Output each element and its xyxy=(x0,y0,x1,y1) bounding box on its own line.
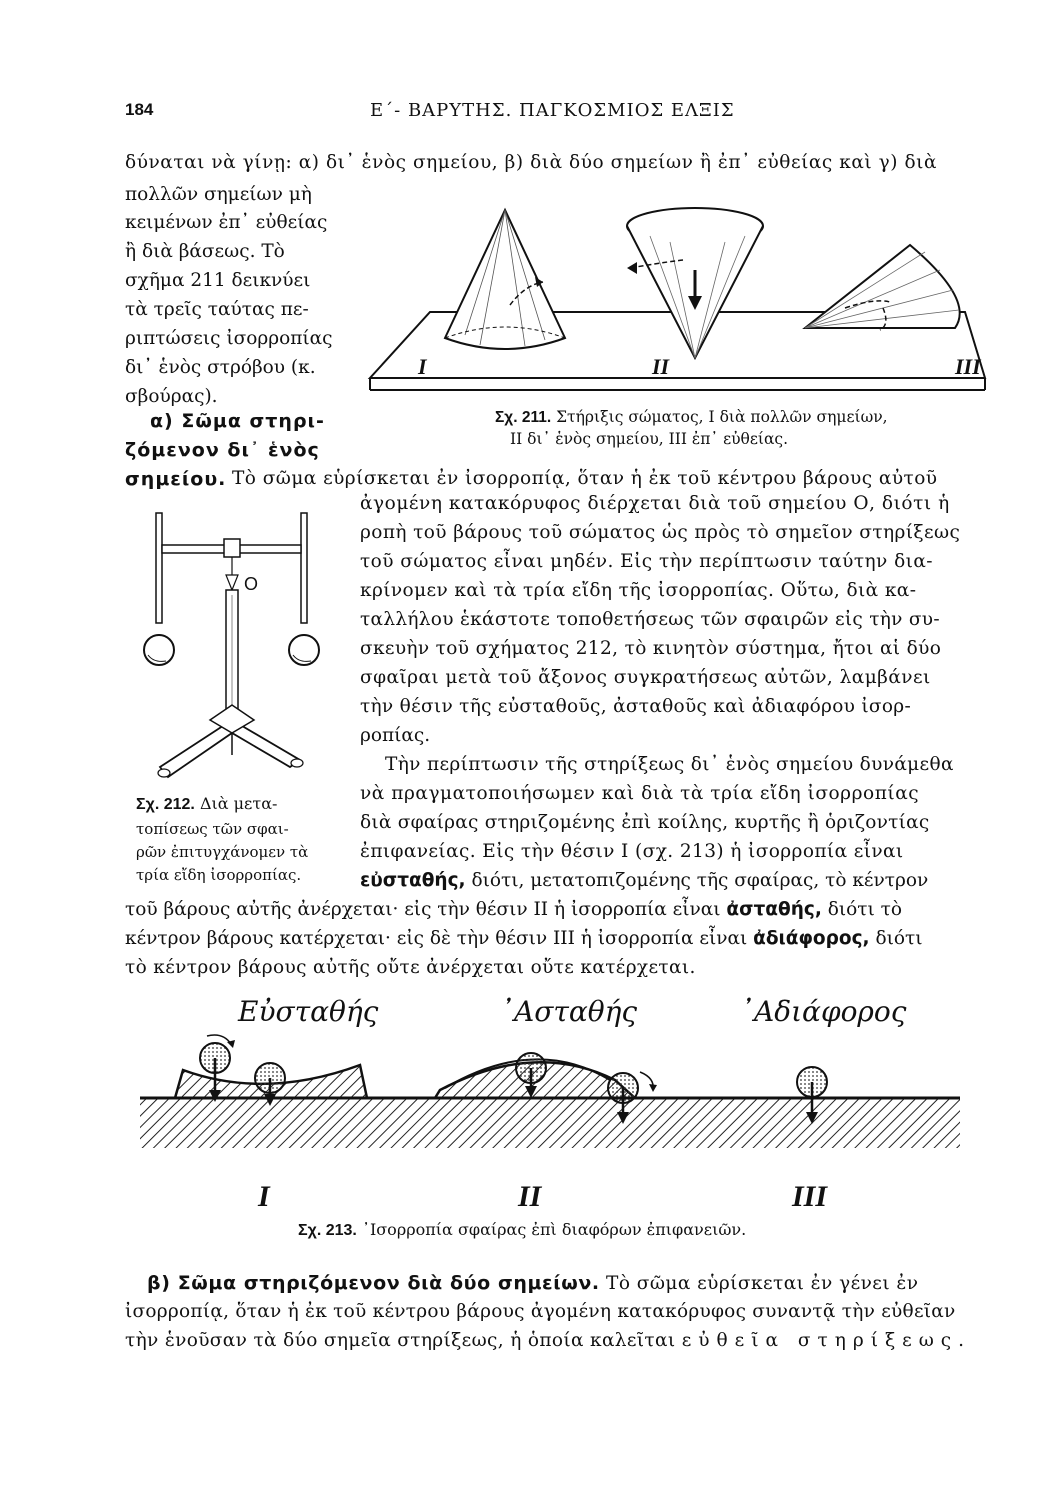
p2-line-7-start: κέντρον βάρους κατέρχεται· εἰς δὲ τὴν θέσιν ΙΙΙ ἡ ἰσορροπία εἶναι xyxy=(125,928,754,949)
fig212-caption-text: Διὰ μετα- xyxy=(199,794,278,813)
section-b-line-1 xyxy=(147,1270,918,1297)
fig212-caption-4: τρία εἴδη ἰσορροπίας. xyxy=(136,866,302,884)
p2-line-7 xyxy=(125,926,923,952)
fig211-roman-3: III xyxy=(955,354,981,379)
intro-line-9: σβούρας). xyxy=(125,386,218,407)
section-b-line-3 xyxy=(125,1328,971,1354)
section-b-heading: β) Σῶμα στηριζόμενον διὰ δύο σημείων. xyxy=(147,1272,600,1294)
p2-line-6-start: τοῦ βάρους αὐτῆς ἀνέρχεται· εἰς τὴν θέσιν ΙΙ ἡ ἰσορροπία εἶναι xyxy=(125,899,727,920)
figure-213-surfaces xyxy=(135,1030,965,1170)
concave-surface xyxy=(175,1035,367,1106)
section-a-line-3: ροπὴ τοῦ βάρους τοῦ σώματος ὡς πρὸς τὸ σημεῖον στηρίξεως xyxy=(360,522,961,543)
intro-line-5: σχῆμα 211 δεικνύει xyxy=(125,270,311,291)
running-title: Ε΄- ΒΑΡΥΤΗΣ. ΠΑΓΚΟΣΜΙΟΣ ΕΛΞΙΣ xyxy=(370,100,735,121)
p2-line-8: τὸ κέντρον βάρους αὐτῆς οὔτε ἀνέρχεται οὔτε κατέρχεται. xyxy=(125,957,696,978)
section-a-line-5: κρίνομεν καὶ τὰ τρία εἴδη τῆς ἰσορροπίας. Οὕτω, διὰ κα- xyxy=(360,580,917,601)
p2-line-7-end: διότι xyxy=(869,928,923,949)
fig211-roman-1: I xyxy=(418,354,427,379)
section-a-heading-3: σημείου. xyxy=(125,468,227,490)
fig211-caption-2: ΙΙ δι᾽ ἑνὸς σημείου, ΙΙΙ ἐπ᾽ εὐθείας. xyxy=(510,430,789,448)
intro-line-3: κειμένων ἐπ᾽ εὐθείας xyxy=(125,212,328,233)
fig212-label: Σχ. 212. xyxy=(136,796,195,813)
section-b-line-3-text: τὴν ἑνοῦσαν τὰ δύο σημεῖα στηρίξεως, ἡ ὁποία καλεῖται xyxy=(125,1330,676,1351)
p2-line-3: διὰ σφαίρας στηριζομένης ἐπὶ κοίλης, κυρτῆς ἢ ὁριζοντίας xyxy=(360,812,930,833)
fig212-caption-3: ρῶν ἐπιτυγχάνομεν τὰ xyxy=(136,843,309,861)
section-a-line-7: σκευὴν τοῦ σχήματος 212, τὸ κινητὸν σύστημα, ἤτοι αἱ δύο xyxy=(360,638,942,659)
figure-212-apparatus xyxy=(140,505,325,790)
fig212-point-o: O xyxy=(244,574,259,594)
section-a-heading-2: ζόμενον δι᾽ ἑνὸς xyxy=(125,439,320,461)
p2-line-6-end: διότι τὸ xyxy=(821,899,903,920)
fig213-label: Σχ. 213. xyxy=(298,1222,357,1239)
section-a-heading-1: α) Σῶμα στηρι- xyxy=(150,410,325,432)
section-a-line-2: ἀγομένη κατακόρυφος διέρχεται διὰ τοῦ σημείου Ο, διότι ἡ xyxy=(360,493,950,514)
fig213-roman-3: III xyxy=(792,1180,828,1213)
p2-line-1: Τὴν περίπτωσιν τῆς στηρίξεως δι᾽ ἑνὸς σημείου δυνάμεθα xyxy=(385,754,954,775)
fig213-label-neutral: ᾽Αδιάφορος xyxy=(740,995,907,1028)
cone-lying-on-line xyxy=(805,245,960,330)
fig212-caption-1 xyxy=(136,793,277,816)
fig213-roman-2: II xyxy=(518,1180,542,1213)
unstable-term: ἀσταθής, xyxy=(726,899,822,920)
fig211-roman-2: II xyxy=(652,354,670,379)
section-a-line-4: τοῦ σώματος εἶναι μηδέν. Εἰς τὴν περίπτωσιν ταύτην δια- xyxy=(360,551,934,572)
section-a-line-6: ταλλήλου ἑκάστοτε τοποθετήσεως τῶν σφαιρῶν εἰς τὴν συ- xyxy=(360,609,940,630)
fig213-label-unstable: ᾽Ασταθής xyxy=(500,995,638,1028)
p2-line-5 xyxy=(360,868,928,894)
intro-line-7: ριπτώσεις ἰσορροπίας xyxy=(125,328,333,349)
section-a-line-10: ροπίας. xyxy=(360,725,431,746)
section-a-line-1: Τὸ σῶμα εὑρίσκεται ἐν ἰσορροπίᾳ, ὅταν ἡ ἐκ τοῦ κέντρου βάρους αὐτοῦ xyxy=(232,468,938,489)
fig213-roman-1: I xyxy=(258,1180,270,1213)
intro-line-8: δι᾽ ἑνὸς στρόβου (κ. xyxy=(125,357,316,378)
fig211-caption-text: Στήριξις σώματος, Ι διὰ πολλῶν σημείων, xyxy=(556,408,888,426)
fig213-label-stable: Εὐσταθής xyxy=(238,995,379,1028)
stable-term: εὐσταθής, xyxy=(360,870,466,891)
p2-line-2: νὰ πραγματοποιήσωμεν καὶ διὰ τὰ τρία εἴδη ἰσορροπίας xyxy=(360,783,920,804)
p2-line-6 xyxy=(125,897,902,923)
figure-211-illustration xyxy=(365,190,995,400)
intro-line-2: πολλῶν σημείων μὴ xyxy=(125,184,312,205)
support-line-term: εὐθεῖα στηρίξεως. xyxy=(681,1330,972,1351)
intro-line-6: τὰ τρεῖς ταύτας πε- xyxy=(125,299,309,320)
section-b-line-1-text: Τὸ σῶμα εὑρίσκεται ἐν γένει ἐν xyxy=(599,1273,919,1294)
page-number: 184 xyxy=(125,100,154,119)
section-a-line-9: τὴν θέσιν τῆς εὐσταθοῦς, ἀσταθοῦς καὶ ἀδιαφόρου ἰσορ- xyxy=(360,696,912,717)
intro-line-1: δύναται νὰ γίνῃ: α) δι᾽ ἑνὸς σημείου, β) διὰ δύο σημείων ἢ ἐπ᾽ εὐθείας καὶ γ) διὰ xyxy=(125,152,937,173)
section-a-line-8: σφαῖραι μετὰ τοῦ ἄξονος συγκρατήσεως αὐτῶν, λαμβάνει xyxy=(360,667,931,688)
cone-on-base xyxy=(445,210,565,349)
intro-line-4: ἢ διὰ βάσεως. Τὸ xyxy=(125,241,285,262)
fig211-label: Σχ. 211. xyxy=(495,409,552,426)
fig213-caption-text: ᾽Ισορροπία σφαίρας ἐπὶ διαφόρων ἐπιφανειῶν. xyxy=(361,1220,747,1239)
fig211-caption-1 xyxy=(495,408,888,427)
fig212-caption-2: τοπίσεως τῶν σφαι- xyxy=(136,820,289,838)
neutral-term: ἀδιάφορος, xyxy=(753,928,870,949)
p2-line-5-rest: διότι, μετατοπιζομένης τῆς σφαίρας, τὸ κέντρον xyxy=(465,870,929,891)
fig213-caption xyxy=(298,1220,746,1240)
p2-line-4: ἐπιφανείας. Εἰς τὴν θέσιν Ι (σχ. 213) ἡ ἰσορροπία εἶναι xyxy=(360,841,904,862)
section-b-line-2: ἰσορροπίᾳ, ὅταν ἡ ἐκ τοῦ κέντρου βάρους ἀγομένη κατακόρυφος συναντᾷ τὴν εὐθεῖαν xyxy=(125,1301,956,1322)
